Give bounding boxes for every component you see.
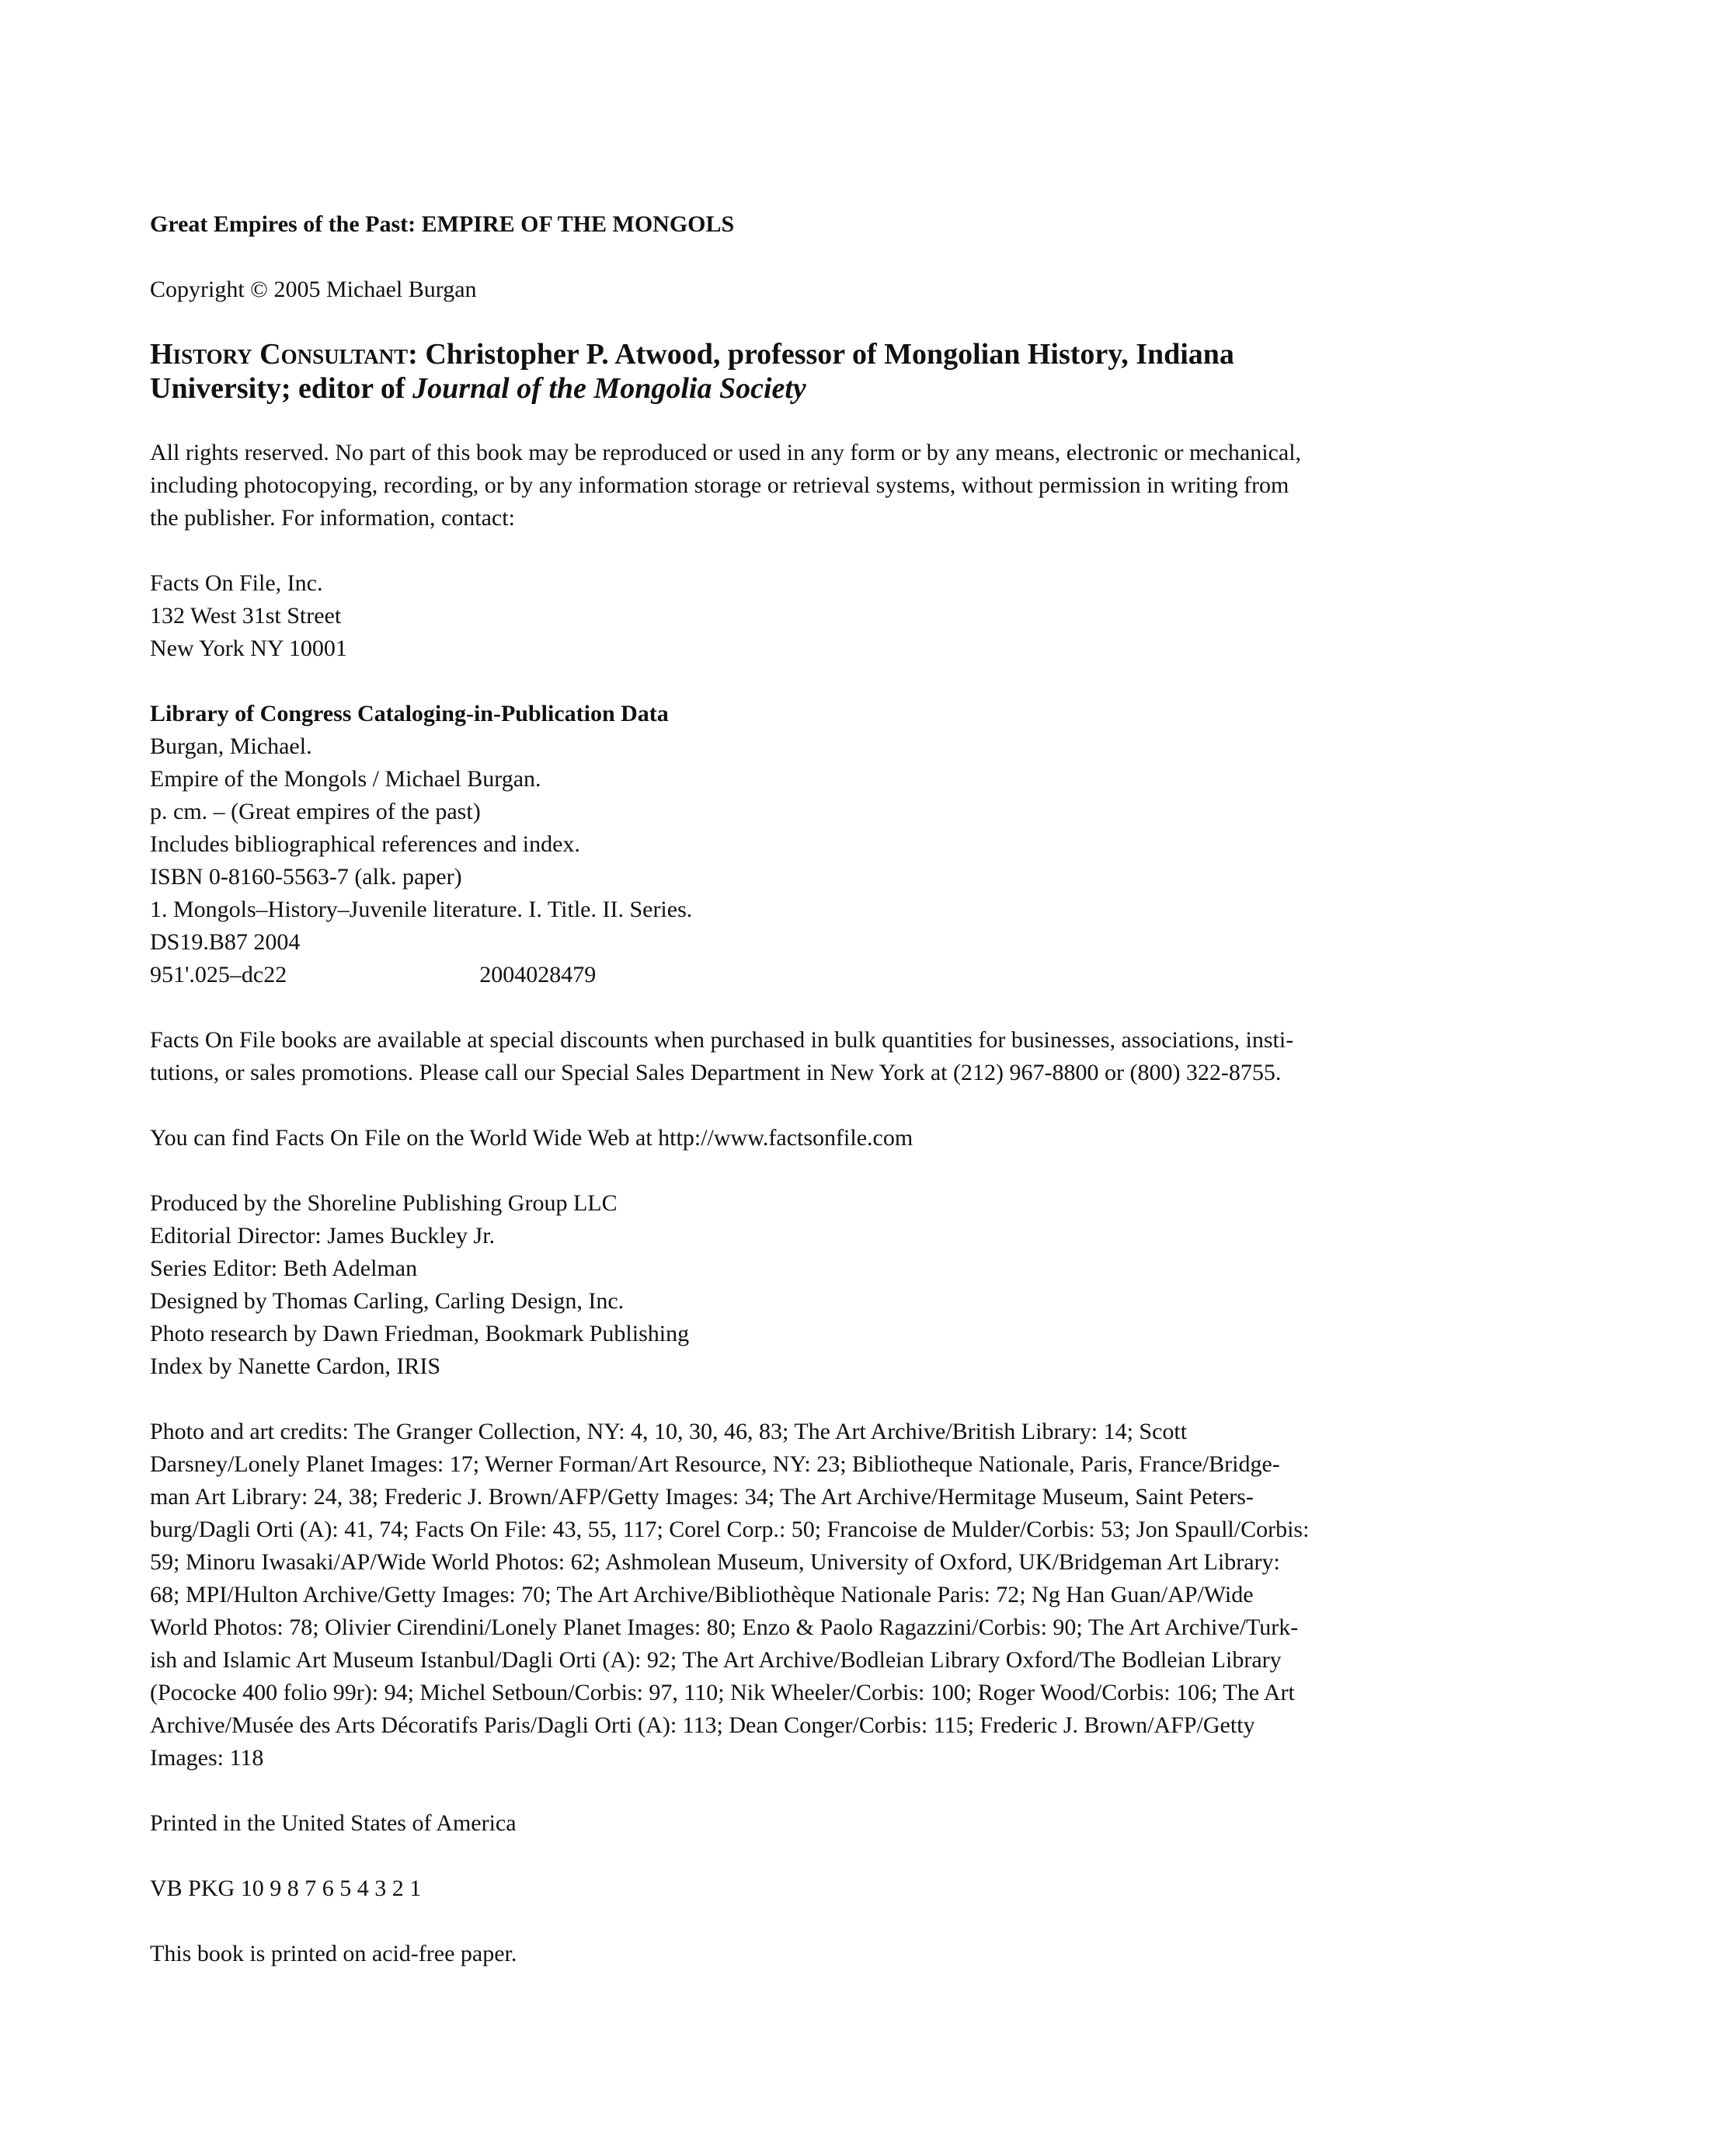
book-title-line: Great Empires of the Past: EMPIRE OF THE MONGOLS: [150, 211, 735, 237]
cip-lc-class: DS19.B87 2004: [150, 929, 301, 955]
history-consultant: [150, 337, 1470, 406]
photo-research: Photo research by Dawn Friedman, Bookmark Publishing: [150, 1321, 690, 1346]
consultant-line-2: [150, 371, 1470, 406]
credits-line: World Photos: 78; Olivier Cirendini/Lonely Planet Images: 80; Enzo & Paolo Ragazzini/Corbis: 90; The Art Archive/Turk-: [150, 1614, 1299, 1640]
cip-title: Empire of the Mongols / Michael Burgan.: [150, 766, 541, 792]
cip-isbn: ISBN 0-8160-5563-7 (alk. paper): [150, 864, 462, 890]
photo-credits: [150, 1416, 1470, 1775]
designed-by: Designed by Thomas Carling, Carling Design, Inc.: [150, 1288, 625, 1314]
credits-line: 68; MPI/Hulton Archive/Getty Images: 70; The Art Archive/Bibliothèque Nationale Paris: 72; Ng Han Guan/AP/Wide: [150, 1582, 1254, 1607]
series-editor: Series Editor: Beth Adelman: [150, 1256, 418, 1281]
consultant-line-1: [150, 337, 1470, 371]
publisher-city: New York NY 10001: [150, 636, 347, 661]
cip-dewey: 951'.025–dc22: [150, 962, 287, 987]
sales-paragraph: [150, 1024, 1470, 1089]
cip-subjects: 1. Mongols–History–Juvenile literature. I. Title. II. Series.: [150, 897, 693, 922]
printed-in: Printed in the United States of America: [150, 1810, 517, 1836]
rights-line: All rights reserved. No part of this book may be reproduced or used in any form or by any means, electronic or mechanical,: [150, 440, 1302, 465]
cip-heading: Library of Congress Cataloging-in-Publication Data: [150, 701, 669, 726]
rights-line: including photocopying, recording, or by any information storage or retrieval systems, without permission in writing from: [150, 472, 1289, 498]
cip-lccn: 2004028479: [479, 962, 597, 987]
publisher-name: Facts On File, Inc.: [150, 570, 323, 596]
credits-line: Darsney/Lonely Planet Images: 17; Werner Forman/Art Resource, NY: 23; Bibliotheque Nationale, Paris, France/Bridge-: [150, 1451, 1280, 1477]
rights-paragraph: [150, 437, 1470, 535]
consultant-name: Christopher P. Atwood, professor of Mongolian History, Indiana: [417, 338, 1234, 371]
journal-title: Journal of the Mongolia Society: [412, 372, 806, 405]
editorial-director: Editorial Director: James Buckley Jr.: [150, 1223, 496, 1249]
credits-line: Archive/Musée des Arts Décoratifs Paris/Dagli Orti (A): 113; Dean Conger/Corbis: 115; Frederic J. Brown/AFP/Getty: [150, 1712, 1255, 1738]
acid-free-note: This book is printed on acid-free paper.: [150, 1941, 517, 1966]
cip-series: p. cm. – (Great empires of the past): [150, 799, 481, 824]
rights-line: the publisher. For information, contact:: [150, 505, 515, 531]
consultant-label: History Consultant:: [150, 338, 418, 371]
cip-dewey-line: [150, 959, 1470, 991]
copyright-line: Copyright © 2005 Michael Burgan: [150, 277, 477, 302]
credits-line: (Pococke 400 folio 99r): 94; Michel Setboun/Corbis: 97, 110; Nik Wheeler/Corbis: 100; Roger Wood/Corbis: 106; The Art: [150, 1680, 1295, 1705]
publisher-street: 132 West 31st Street: [150, 603, 342, 629]
cip-includes: Includes bibliographical references and index.: [150, 831, 580, 857]
consultant-affiliation: University; editor of: [150, 372, 413, 405]
credits-line: 59; Minoru Iwasaki/AP/Wide World Photos: 62; Ashmolean Museum, University of Oxford, UK/Bridgeman Art Library:: [150, 1549, 1280, 1575]
web-line: You can find Facts On File on the World Wide Web at http://www.factsonfile.com: [150, 1125, 913, 1151]
sales-line: Facts On File books are available at special discounts when purchased in bulk quantities for businesses, associations, insti-: [150, 1027, 1294, 1053]
index-by: Index by Nanette Cardon, IRIS: [150, 1353, 441, 1379]
sales-line: tutions, or sales promotions. Please call our Special Sales Department in New York at (212) 967-8800 or (800) 322-8755.: [150, 1060, 1282, 1085]
produced-by: Produced by the Shoreline Publishing Group LLC: [150, 1190, 618, 1216]
copyright-page: [150, 208, 1470, 1970]
credits-line: man Art Library: 24, 38; Frederic J. Brown/AFP/Getty Images: 34; The Art Archive/Hermitage Museum, Saint Peters-: [150, 1484, 1254, 1510]
credits-line: Images: 118: [150, 1745, 264, 1771]
credits-line: Photo and art credits: The Granger Collection, NY: 4, 10, 30, 46, 83; The Art Archive/British Library: 14; Scott: [150, 1419, 1188, 1444]
credits-line: burg/Dagli Orti (A): 41, 74; Facts On File: 43, 55, 117; Corel Corp.: 50; Francoise de Mulder/Corbis: 53; Jon Spaull/Corbis:: [150, 1517, 1310, 1542]
printing-line: VB PKG 10 9 8 7 6 5 4 3 2 1: [150, 1876, 422, 1901]
credits-line: ish and Islamic Art Museum Istanbul/Dagli Orti (A): 92; The Art Archive/Bodleian Library Oxford/The Bodleian Library: [150, 1647, 1282, 1673]
production-credits: [150, 1187, 1470, 1383]
cip-author: Burgan, Michael.: [150, 733, 312, 759]
cip-block: [150, 698, 1470, 991]
publisher-address: [150, 567, 1470, 665]
